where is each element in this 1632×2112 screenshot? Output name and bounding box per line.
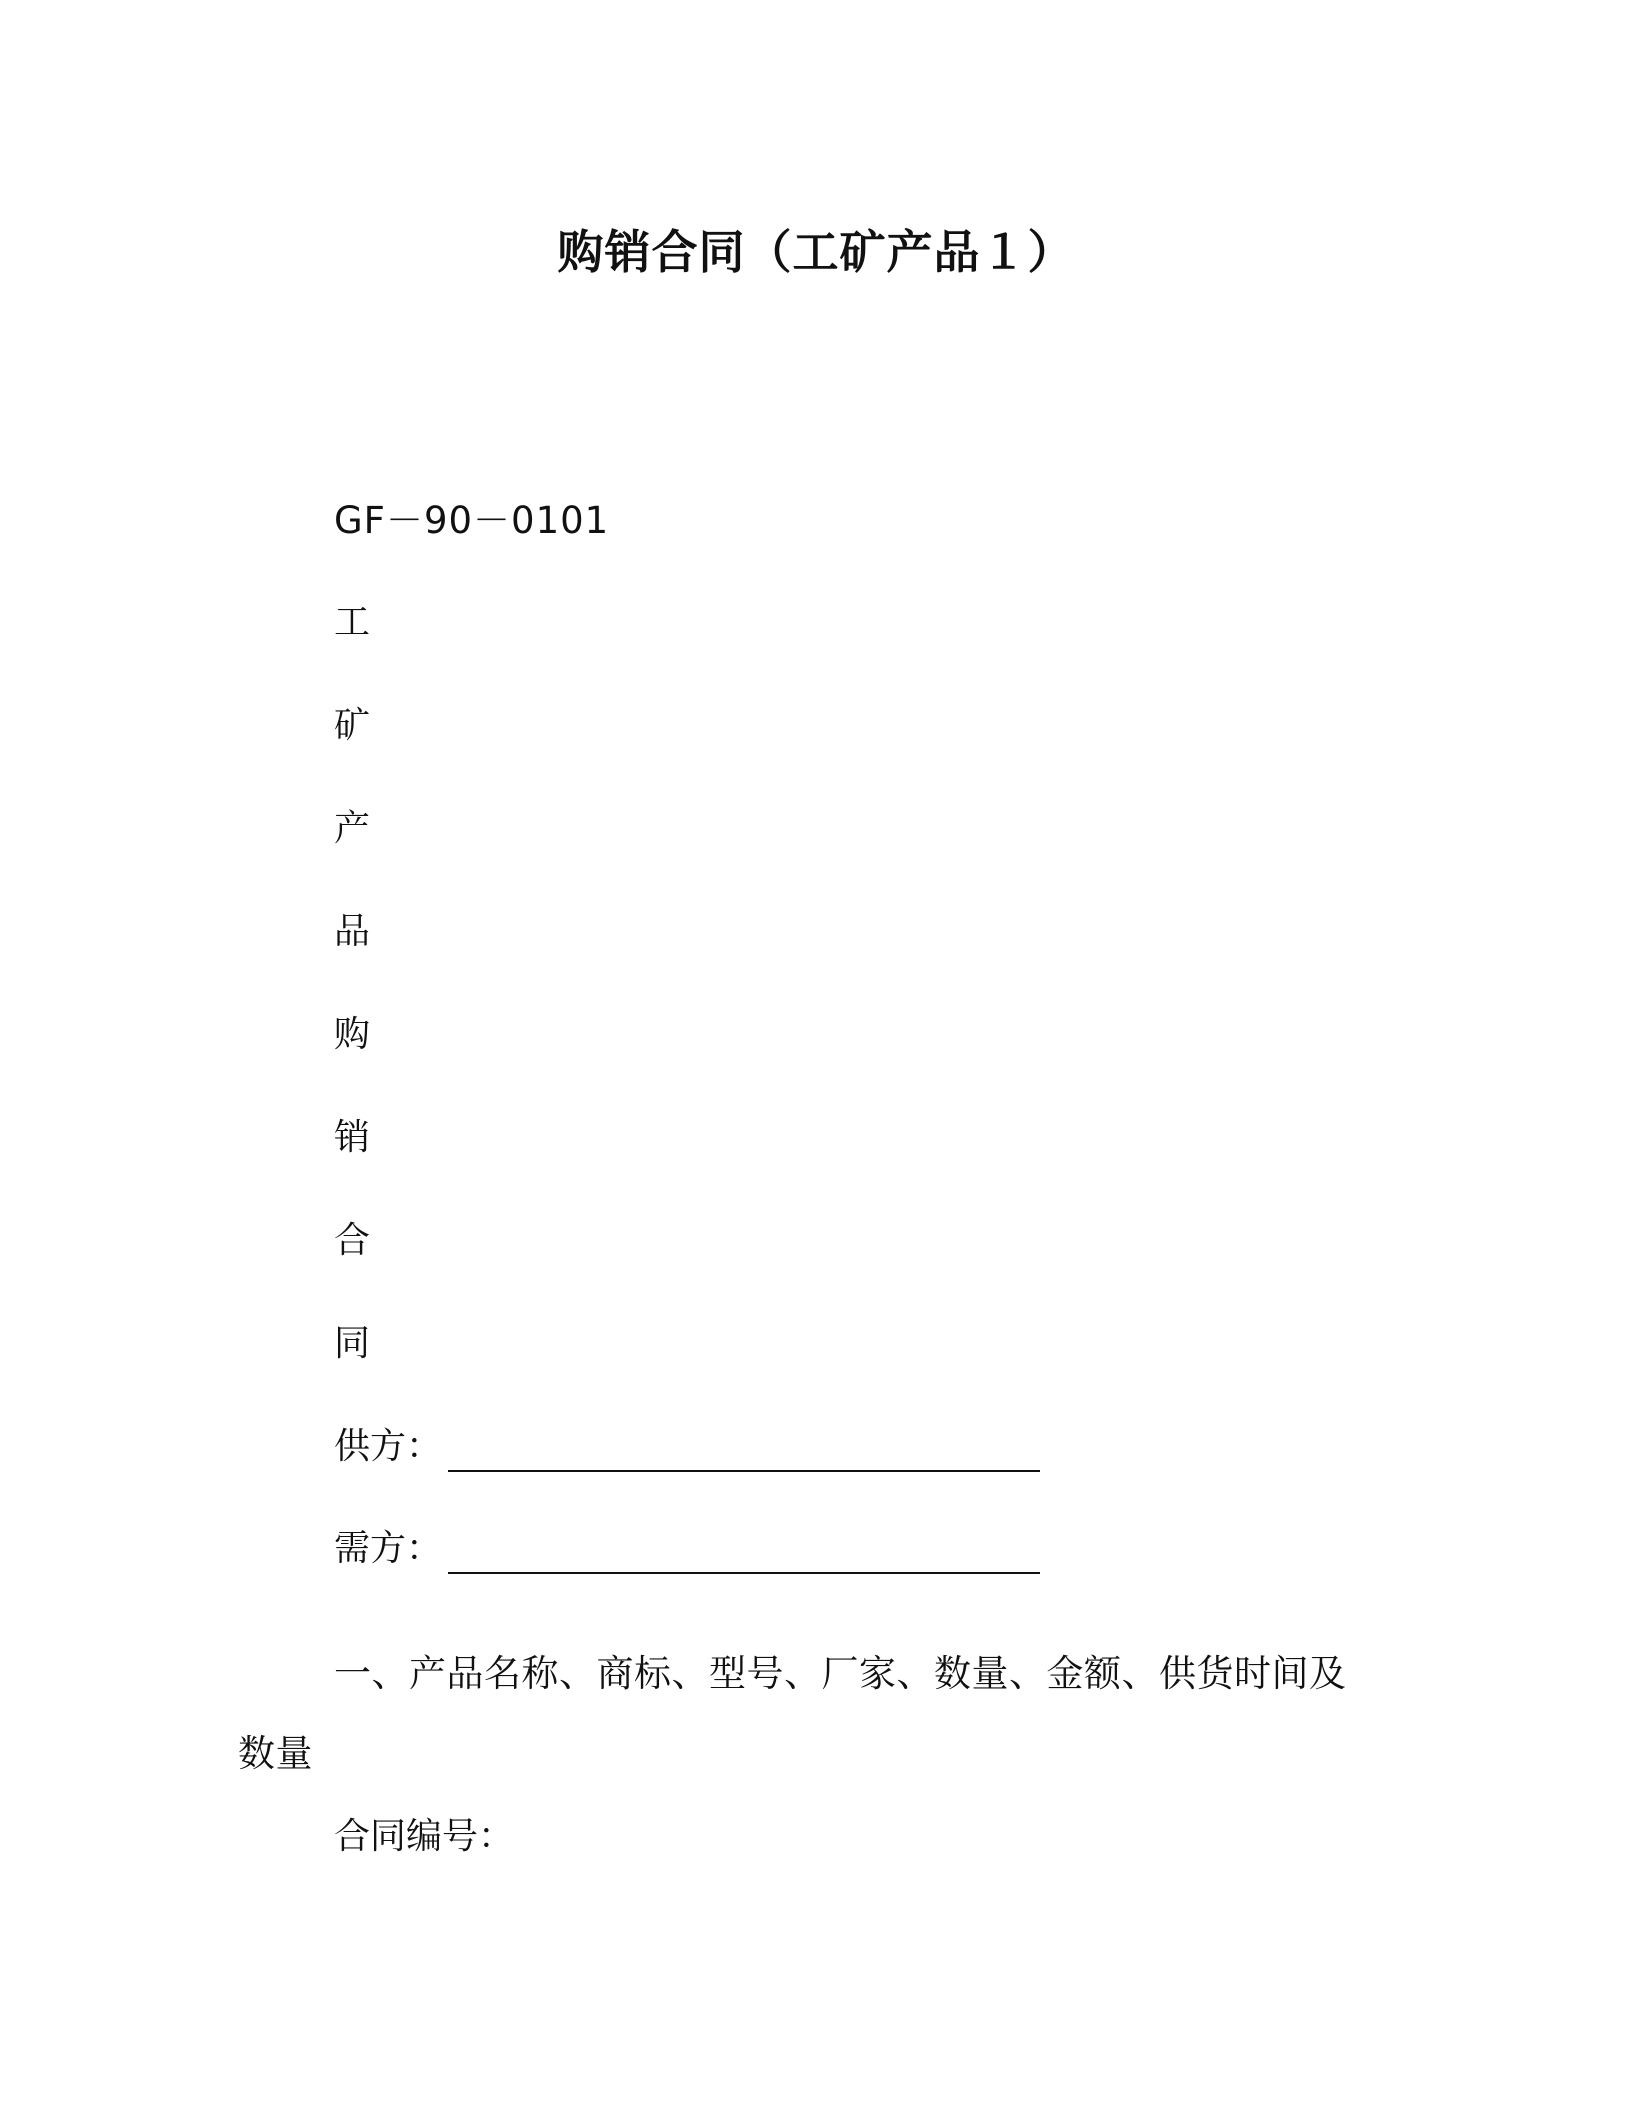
vertical-title-char: 矿 [334, 705, 371, 746]
vertical-title-char: 同 [334, 1323, 371, 1364]
vertical-title-char: 销 [334, 1117, 371, 1158]
supplier-label: 供方： [334, 1426, 443, 1467]
contract-form-code: GF－90－0101 [334, 499, 610, 542]
supplier-line [334, 1422, 1040, 1472]
contract-number-label: 合同编号： [334, 1816, 515, 1857]
buyer-blank[interactable] [448, 1534, 1040, 1574]
vertical-title-char: 购 [334, 1014, 371, 1055]
vertical-title-char: 工 [334, 602, 371, 643]
buyer-line [334, 1524, 1040, 1574]
section-one-heading: 一、产品名称、商标、型号、厂家、数量、金额、供货时间及数量 [238, 1652, 1347, 1775]
vertical-title-char: 产 [334, 808, 371, 849]
buyer-label: 需方： [334, 1528, 443, 1569]
supplier-blank[interactable] [448, 1432, 1040, 1472]
vertical-title-char: 合 [334, 1220, 371, 1261]
vertical-title-char: 品 [334, 911, 371, 952]
document-title: 购销合同（工矿产品１） [557, 225, 1075, 279]
